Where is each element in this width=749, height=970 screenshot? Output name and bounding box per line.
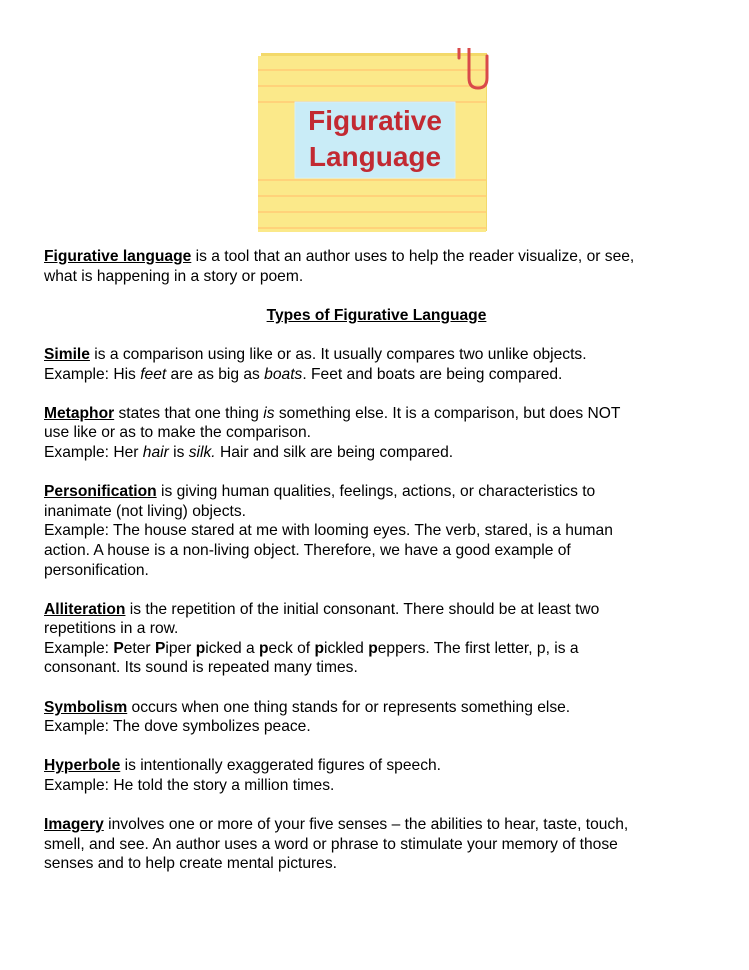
alliteration-term: Alliteration <box>44 600 126 618</box>
personification-paragraph: Personification is giving human qualities, feelings, actions, or characteristics to inanimate (not living) objects. Example: The house stared at me with looming eyes. The verb, stared, is a human action. A house is a non-living object. Therefore, we have a good example of personification. <box>44 483 613 579</box>
section-heading: Types of Figurative Language <box>266 306 487 324</box>
simile-paragraph: Simile is a comparison using like or as. It usually compares two unlike objects. Example: His feet are as big as boats. Feet and boats are being compared. <box>44 345 587 383</box>
personification-example: Example: The house stared at me with looming eyes. The verb, stared, is a human <box>44 522 613 540</box>
metaphor-paragraph: Metaphor states that one thing is something else. It is a comparison, but does NOT use like or as to make the comparison. Example: Her hair is silk. Hair and silk are being compared. <box>44 404 621 461</box>
imagery-paragraph: Imagery involves one or more of your five senses – the abilities to hear, taste, touch, smell, and see. An author uses a word or phrase to stimulate your memory of those senses and to help create mental pictures. <box>44 816 629 873</box>
hyperbole-example: Example: He told the story a million times. <box>44 777 335 795</box>
intro-paragraph <box>44 247 709 286</box>
document-body <box>44 247 709 874</box>
metaphor-term: Metaphor <box>44 404 115 422</box>
alliteration-paragraph: Alliteration is the repetition of the initial consonant. There should be at least two repetitions in a row. Example: Peter Piper picked a peck of pickled peppers. The first letter, p, is a consonant. Its sound is repeated many times. <box>44 600 600 677</box>
alliteration-example: Example: Peter Piper picked a peck of pickled peppers. The first letter, p, is a <box>44 639 579 657</box>
logo-title-line1: Figurative <box>308 105 442 136</box>
metaphor-example: Example: Her hair is silk. Hair and silk are being compared. <box>44 443 454 461</box>
personification-term: Personification <box>44 483 157 501</box>
intro-line-1: Figurative language is a tool that an author uses to help the reader visualize, or see, <box>44 248 635 265</box>
simile-example: Example: His feet are as big as boats. Feet and boats are being compared. <box>44 365 563 383</box>
intro-line-2: what is happening in a story or poem. <box>44 267 304 285</box>
intro-term: Figurative language <box>44 248 192 265</box>
simile-term: Simile <box>44 345 90 363</box>
symbolism-paragraph: Symbolism occurs when one thing stands for or represents something else. Example: The dove symbolizes peace. <box>44 698 571 736</box>
imagery-term: Imagery <box>44 816 104 834</box>
symbolism-example: Example: The dove symbolizes peace. <box>44 718 311 736</box>
symbolism-term: Symbolism <box>44 698 128 716</box>
figurative-language-logo <box>258 48 494 234</box>
logo-title-line2: Language <box>308 141 442 172</box>
sticky-note-graphic <box>258 48 494 234</box>
hyperbole-term: Hyperbole <box>44 757 121 775</box>
hyperbole-paragraph: Hyperbole is intentionally exaggerated figures of speech. Example: He told the story a million times. <box>44 757 442 795</box>
